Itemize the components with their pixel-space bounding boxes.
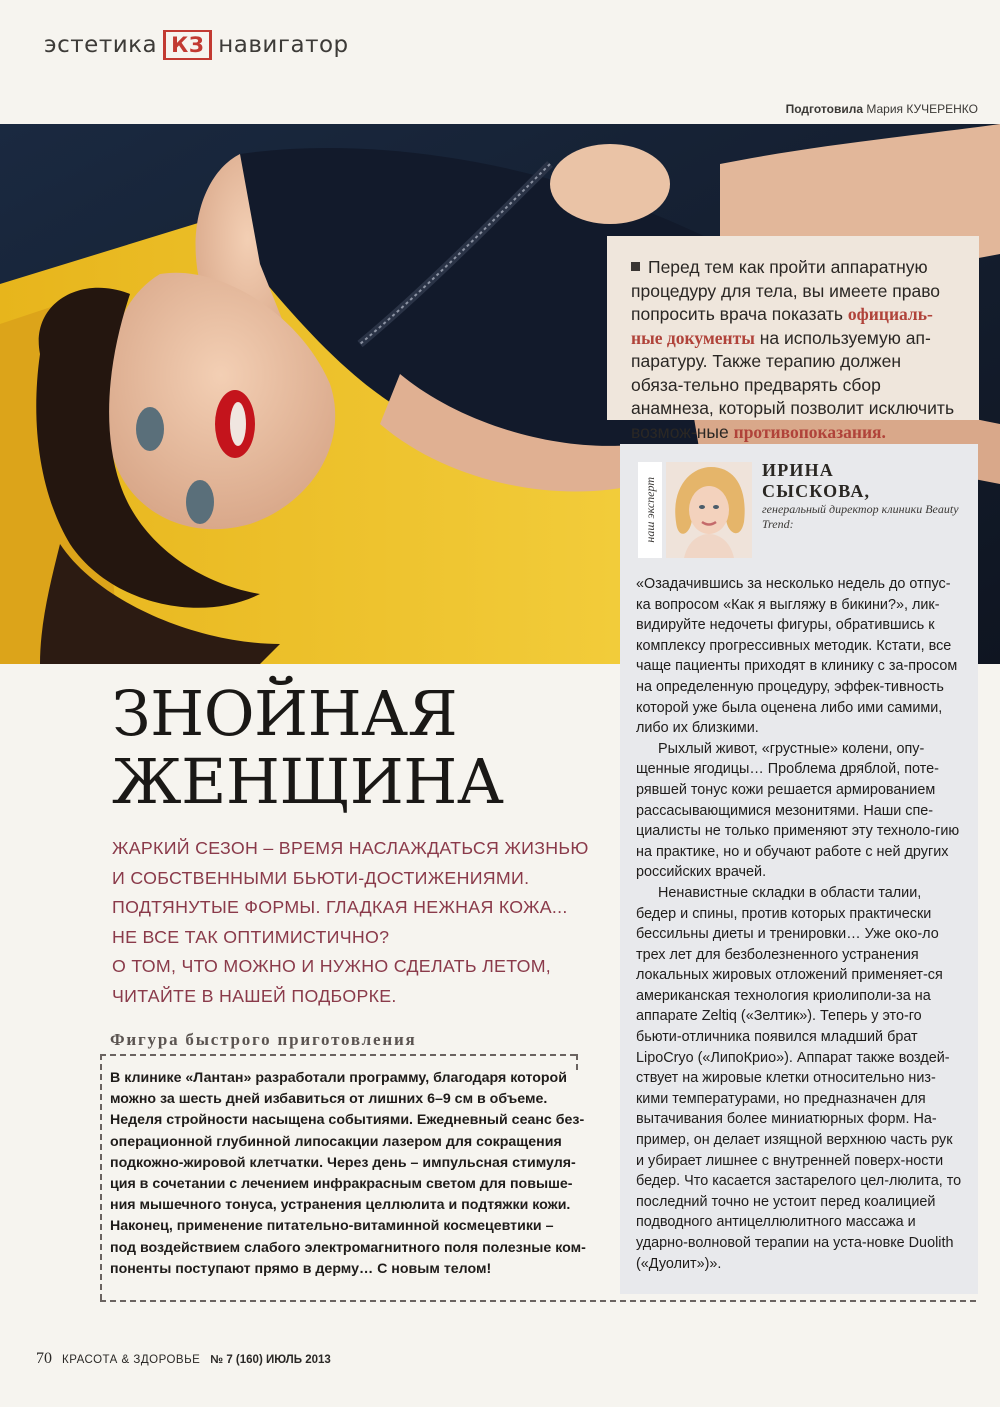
- lead-line: О ТОМ, ЧТО МОЖНО И НУЖНО СДЕЛАТЬ ЛЕТОМ,: [112, 956, 552, 977]
- lead-line: ЖАРКИЙ СЕЗОН – ВРЕМЯ НАСЛАЖДАТЬСЯ ЖИЗНЬЮ: [112, 838, 589, 858]
- magazine-name: КРАСОТА & ЗДОРОВЬЕ: [62, 1354, 201, 1366]
- dashed-frame-left: [100, 1054, 102, 1300]
- bullet-square-icon: [631, 262, 640, 271]
- body-line: под воздействием слабого электромагнитного поля полезные ком-: [110, 1239, 586, 1256]
- callout-highlight-documents: официаль-ные документы: [631, 304, 933, 348]
- headline-line: ЗНОЙНАЯ: [112, 677, 458, 750]
- lead-line: ЧИТАЙТЕ В НАШЕЙ ПОДБОРКЕ.: [112, 985, 397, 1006]
- body-line: поненты поступают прямо в дерму… С новым телом!: [110, 1260, 492, 1277]
- expert-portrait-illustration: [666, 462, 752, 558]
- subsection-body: [110, 1068, 586, 1280]
- body-line: подкожно-жировой клетчатки. Через день – импульсная стимуля-: [110, 1154, 576, 1171]
- issue-info: № 7 (160) ИЮЛЬ 2013: [210, 1354, 331, 1366]
- expert-portrait: [666, 462, 752, 558]
- dashed-divider: [100, 1054, 576, 1056]
- body-line: операционной глубинной липосакции лазером для сокращения: [110, 1133, 562, 1150]
- expert-quote: [636, 574, 964, 1274]
- expert-tag-label: наш эксперт: [642, 477, 657, 543]
- body-line: Неделя стройности насыщена событиями. Ежедневный сеанс без-: [110, 1112, 585, 1129]
- body-line: можно за шесть дней избавиться от лишних 6–9 см в объеме.: [110, 1091, 548, 1108]
- credit-label: Подготовила: [785, 102, 864, 116]
- body-line: ция в сочетании с лечением инфракрасным светом для повыше-: [110, 1176, 573, 1193]
- callout-text-2: на используемую ап-паратуру. Также терапию должен обяза-тельно предварять сбор анамнеза, который позволит исключить возмож-ные: [631, 327, 955, 442]
- body-line: Наконец, применение питательно-витаминной космецевтики –: [110, 1218, 554, 1235]
- dashed-frame-bottom: [100, 1300, 976, 1302]
- expert-role: генеральный директор клиники Beauty Trend:: [762, 502, 959, 531]
- section-header: [44, 30, 349, 60]
- article-headline: [112, 677, 612, 818]
- section-label-right: навигатор: [218, 32, 349, 58]
- callout-highlight-contraindications: противопоказания.: [733, 421, 886, 442]
- callout-box: [607, 236, 979, 442]
- page-number: 70: [36, 1350, 52, 1367]
- expert-name: [762, 460, 972, 502]
- author-credit: [786, 102, 978, 116]
- body-line: В клинике «Лантан» разработали программу, благодаря которой: [110, 1070, 567, 1086]
- body-line: ния мышечного тонуса, устранения целлюлита и подтяжки кожи.: [110, 1197, 571, 1214]
- expert-tag: [638, 462, 662, 558]
- lead-line: И СОБСТВЕННЫМИ БЬЮТИ-ДОСТИЖЕНИЯМИ.: [112, 867, 530, 888]
- article-lead: [112, 834, 612, 1012]
- expert-first-name: ИРИНА: [762, 460, 834, 480]
- section-label-left: эстетика: [44, 32, 158, 58]
- callout-text-1: Перед тем как пройти аппаратную процедуру для тела, вы имеете право попросить врача показать: [631, 257, 941, 324]
- expert-paragraph: «Озадачившись за несколько недель до отпус-ка вопросом «Как я выгляжу в бикини?», лик-видируйте недочеты фигуры, обратившись к комплексу прогрессивных методик. Кстати, все чаще пациенты приходят в клинику с за-просом на определенную процедуру, эффек-тивность которой уже была оценена либо ими самими, либо их близкими.: [636, 576, 958, 737]
- subsection-title: Фигура быстрого приготовления: [110, 1030, 417, 1049]
- lead-line: НЕ ВСЕ ТАК ОПТИМИСТИЧНО?: [112, 926, 390, 947]
- expert-paragraph: Ненавистные складки в области талии, бедер и спины, против которых практически бессильны диеты и тренировки… Уже око-ло трех лет для безболезненного устранения локальных жировых отложений применяет-ся американская технология криолипoли-за на аппарате Zeltiq («Зелтик»). Теперь у это-го бьюти-отличника появился младший брат LipoCryo («ЛипоКрио»). Аппарат также воздей-ствует на жировые клетки относительно низ-кими температурами, но предназначен для вытачивания более миниатюрных форм. На-пример, он делает изящной верхнюю часть рук и убирает лишнее с внутренней поверх-ности бедер. Что касается застарелого цел-люлита, то последний точно не устоит перед коалицией подводного антицеллюлитного массажа и ударно-волновой терапии на уста-новке Duolith («Дуолит»)».: [636, 884, 962, 1272]
- expert-paragraph: Рыхлый живот, «грустные» колени, опу-щенные ягодицы… Проблема дряблой, поте-рявшей тонус кожи решается армированием рассасывающимися мезонитями. Наши спе-циалисты не только применяют эту техноло-гию на практике, но и обучают работе с ней других российских врачей.: [636, 740, 960, 881]
- expert-last-name: СЫСКОВА,: [762, 481, 871, 501]
- headline-line: ЖЕНЩИНА: [112, 745, 504, 818]
- lead-line: ПОДТЯНУТЫЕ ФОРМЫ. ГЛАДКАЯ НЕЖНАЯ КОЖА...: [112, 897, 568, 918]
- credit-author: Мария КУЧЕРЕНКО: [866, 102, 978, 116]
- magazine-badge: КЗ: [163, 30, 212, 60]
- page-footer: [36, 1350, 331, 1368]
